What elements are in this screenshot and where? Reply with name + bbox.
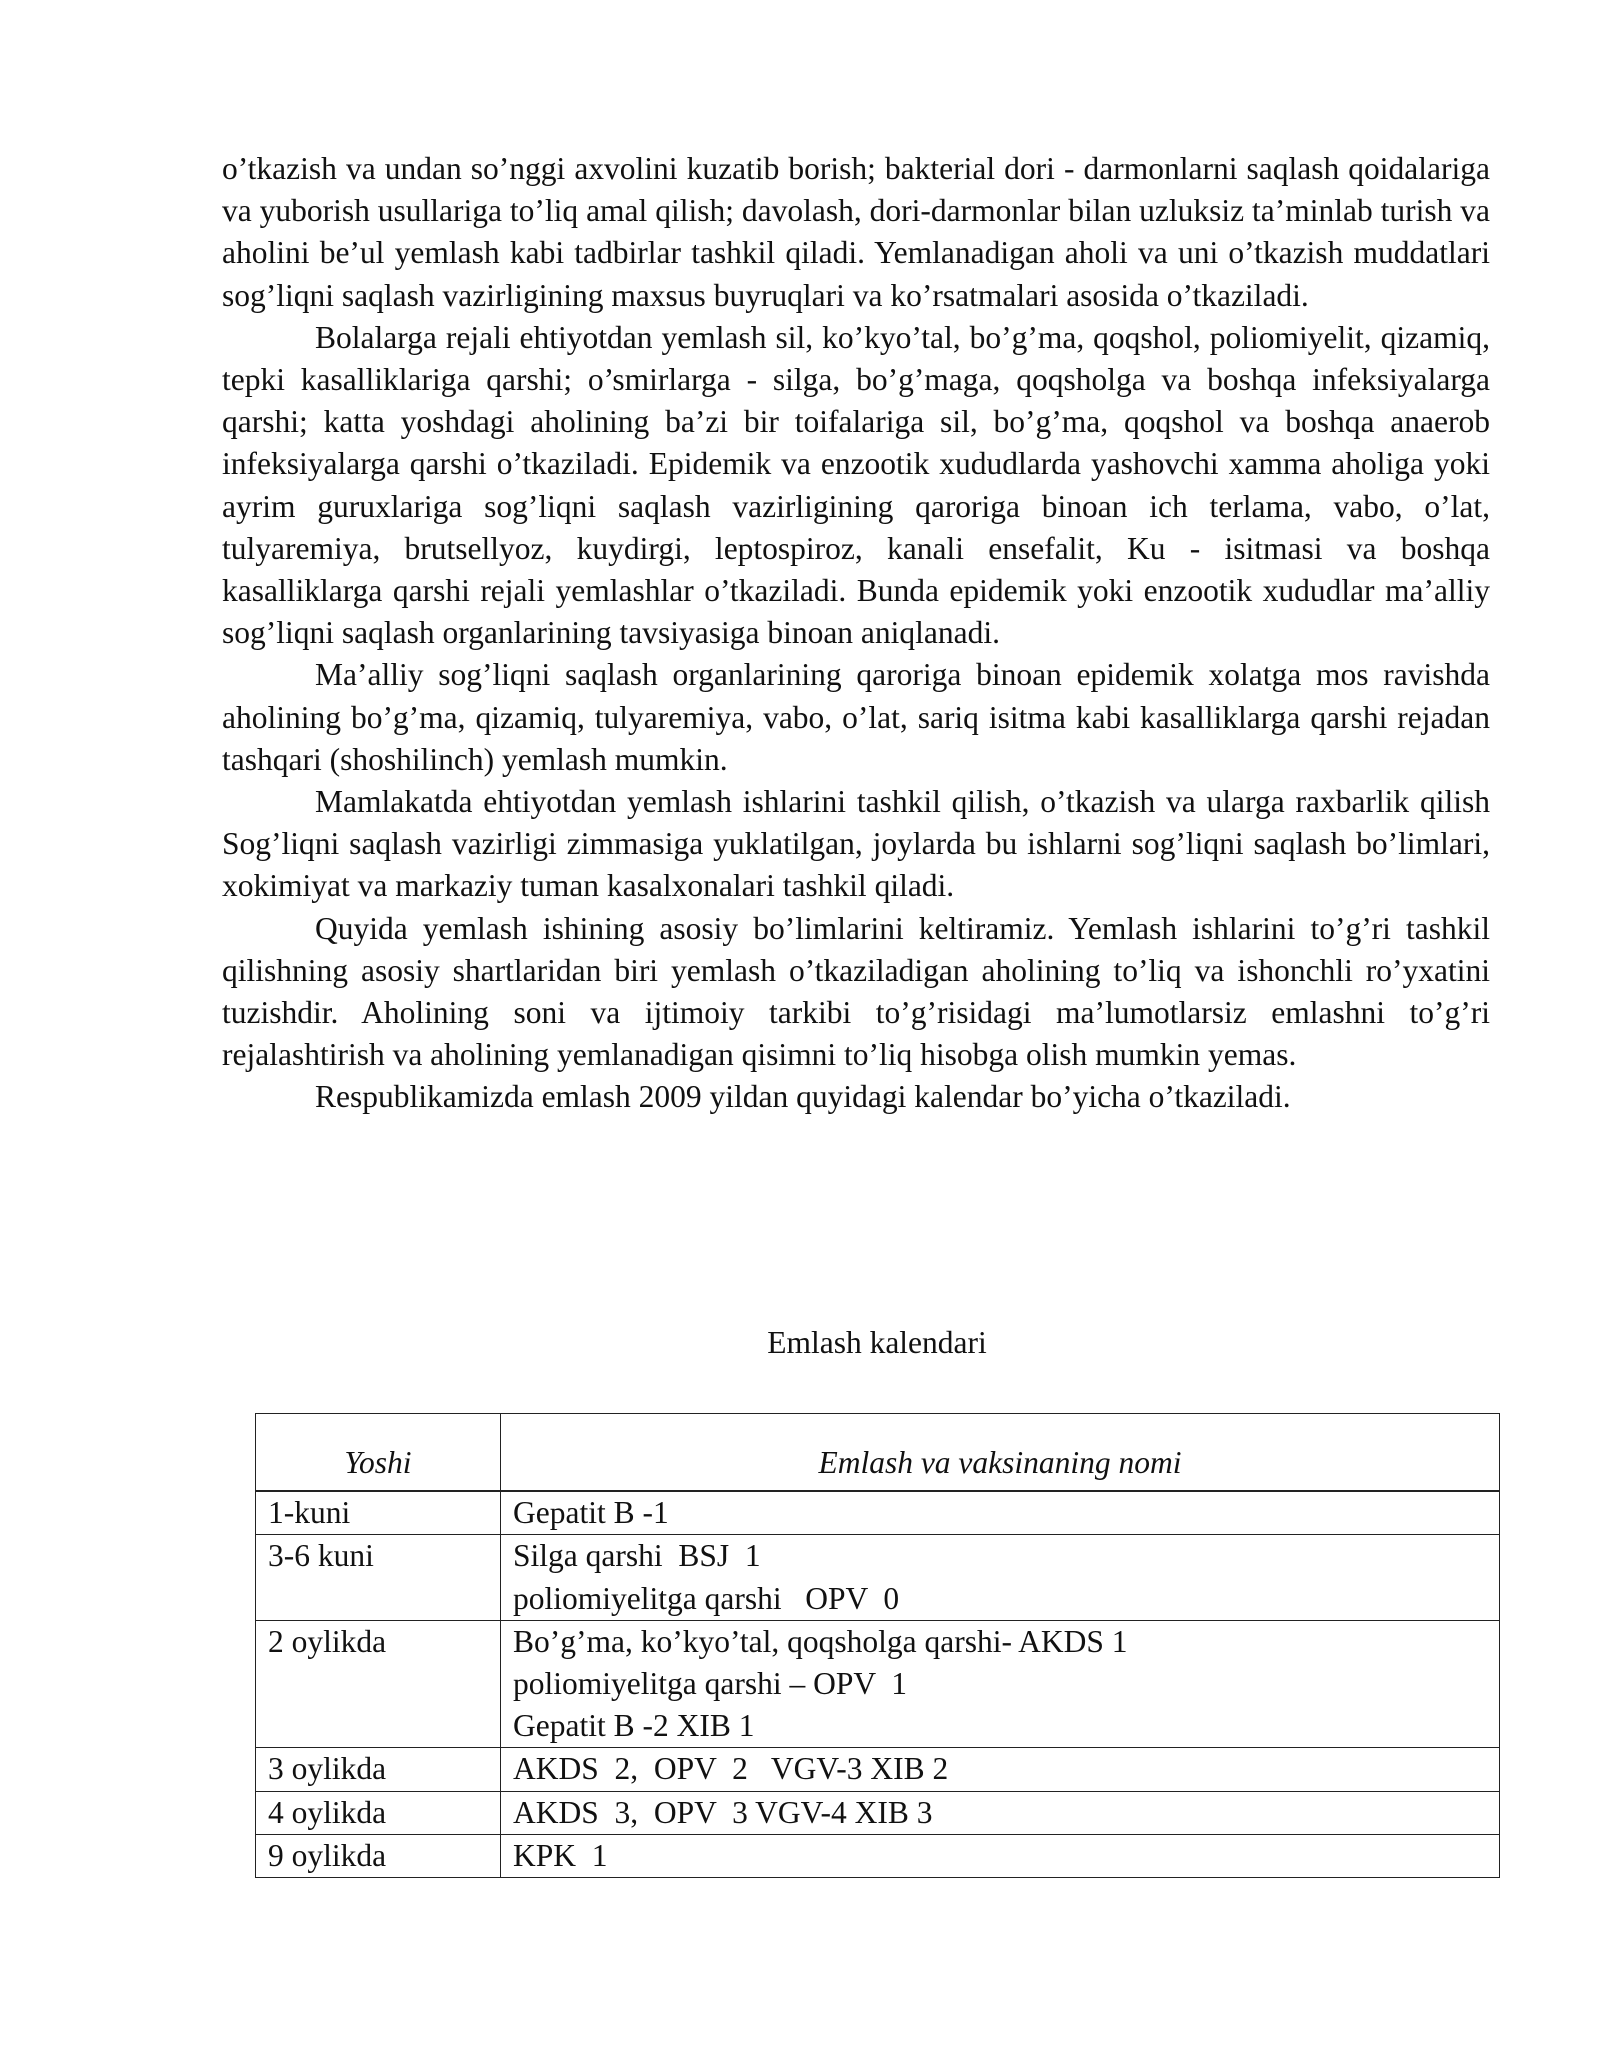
table-row [256, 1491, 1500, 1535]
cell-vaccines [501, 1791, 1500, 1834]
cell-vaccines [501, 1491, 1500, 1535]
paragraph: Respublikamizda emlash 2009 yildan quyidagi kalendar bo’yicha o’tkaziladi. [315, 1079, 1291, 1115]
cell-vaccines [501, 1535, 1500, 1620]
vaccine-line: KPK 1 [513, 1837, 608, 1873]
cell-vaccines [501, 1620, 1500, 1748]
cell-age: 1-kuni [256, 1491, 501, 1535]
vaccine-line: Bo’g’ma, ko’kyo’tal, qoqsholga qarshi- AKDS 1 [513, 1623, 1128, 1659]
table-row [256, 1620, 1500, 1748]
vaccine-line: Gepatit B -1 [513, 1495, 669, 1531]
paragraph: Mamlakatda ehtiyotdan yemlash ishlarini tashkil qilish, o’tkazish va ularga raxbarlik qilish Sog’liqni saqlash vazirligi zimmasiga yuklatilgan, joylarda bu ishlarni sog’liqni saqlash bo’limlari, xokimiyat va markaziy tuman kasalxonalari tashkil qiladi. [222, 784, 1490, 904]
cell-age: 2 oylikda [256, 1620, 501, 1748]
table-row [256, 1834, 1500, 1877]
document-body [222, 148, 1490, 1119]
paragraph: Quyida yemlash ishining asosiy bo’limlarini keltiramiz. Yemlash ishlarini to’g’ri tashkil qilishning asosiy shartlaridan biri yemlash o’tkaziladigan aholining to’liq va ishonchli ro’yxatini tuzishdir. Aholining soni va ijtimoiy tarkibi to’g’risidagi ma’lumotlarsiz emlashni to’g’ri rejalashtirish va aholining yemlanadigan qisimni to’liq hisobga olish mumkin yemas. [222, 910, 1490, 1073]
table-row [256, 1748, 1500, 1791]
header-age: Yoshi [256, 1414, 501, 1492]
vaccine-line: Silga qarshi BSJ 1 [513, 1538, 761, 1574]
cell-age: 4 oylikda [256, 1791, 501, 1834]
table-header-row [256, 1414, 1500, 1492]
vaccine-line: poliomiyelitga qarshi – OPV 1 [513, 1666, 908, 1702]
paragraph: o’tkazish va undan so’nggi axvolini kuzatib borish; bakterial dori - darmonlarni saqlash qoidalariga va yuborish usullariga to’liq amal qilish; davolash, dori-darmonlar bilan uzluksiz ta’minlab turish va aholini be’ul yemlash kabi tadbirlar tashkil qiladi. Yemlanadigan aholi va uni o’tkazish muddatlari sog’liqni saqlash vazirligining maxsus buyruqlari va ko’rsatmalari asosida o’tkaziladi. [222, 151, 1490, 313]
paragraph: Ma’alliy sog’liqni saqlash organlarining qaroriga binoan epidemik xolatga mos ravishda aholining bo’g’ma, qizamiq, tulyaremiya, vabo, o’lat, sariq isitma kabi kasalliklarga qarshi rejadan tashqari (shoshilinch) yemlash mumkin. [222, 657, 1490, 777]
cell-age: 3 oylikda [256, 1748, 501, 1791]
cell-age: 9 oylikda [256, 1834, 501, 1877]
vaccine-line: AKDS 3, OPV 3 VGV-4 XIB 3 [513, 1794, 933, 1830]
header-vaccine: Emlash va vaksinaning nomi [501, 1414, 1500, 1492]
table-row [256, 1791, 1500, 1834]
vaccination-calendar-table [255, 1413, 1500, 1878]
table-caption: Emlash kalendari [767, 1325, 987, 1360]
cell-vaccines [501, 1834, 1500, 1877]
vaccine-line: Gepatit B -2 XIB 1 [513, 1708, 755, 1744]
vaccine-line: poliomiyelitga qarshi OPV 0 [513, 1580, 900, 1616]
cell-vaccines [501, 1748, 1500, 1791]
vaccine-line: AKDS 2, OPV 2 VGV-3 XIB 2 [513, 1751, 949, 1787]
table-row [256, 1535, 1500, 1620]
paragraph: Bolalarga rejali ehtiyotdan yemlash sil, ko’kyo’tal, bo’g’ma, qoqshol, poliomiyelit, qizamiq, tepki kasalliklariga qarshi; o’smirlarga - silga, bo’g’maga, qoqsholga va boshqa infeksiyalarga qarshi; katta yoshdagi aholining ba’zi bir toifalariga sil, bo’g’ma, qoqshol va boshqa anaerob infeksiyalarga qarshi o’tkaziladi. Epidemik va enzootik xududlarda yashovchi xamma aholiga yoki ayrim guruxlariga sog’liqni saqlash vazirligining qaroriga binoan ich terlama, vabo, o’lat, tulyaremiya, brutsellyoz, kuydirgi, leptospiroz, kanali ensefalit, Ku - isitmasi va boshqa kasalliklarga qarshi rejali yemlashlar o’tkaziladi. Bunda epidemik yoki enzootik xududlar ma’alliy sog’liqni saqlash organlarining tavsiyasiga binoan aniqlanadi. [222, 319, 1490, 651]
cell-age: 3-6 kuni [256, 1535, 501, 1620]
